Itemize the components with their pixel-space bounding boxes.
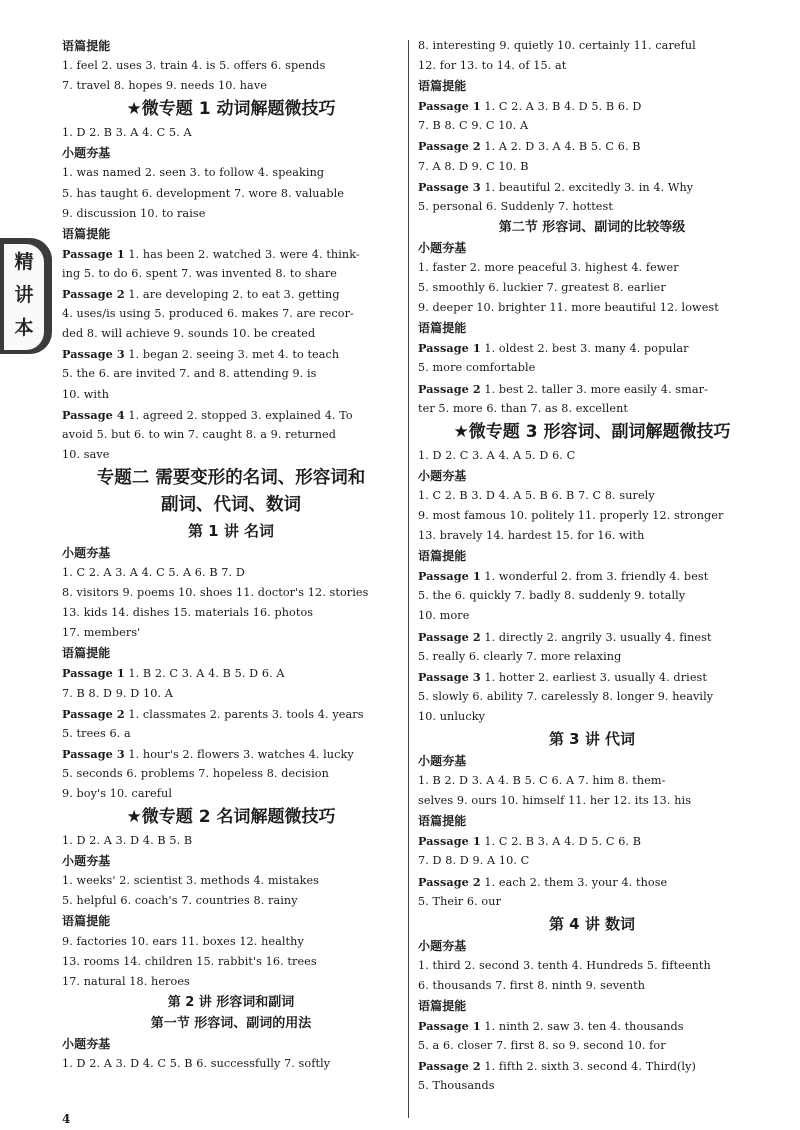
answer-line: 13. kids 14. dishes 15. materials 16. photos [62,606,314,620]
section-heading: 专题二 需要变形的名词、形容词和 [96,467,366,488]
section-heading: ★微专题 3 形容词、副词解题微技巧 [453,421,731,442]
answer-line: 10. more [418,609,470,623]
passage-answer-line [418,177,766,197]
passage-answer-line [418,566,766,586]
answer-line: 17. members' [62,626,141,640]
answer-text: 1. ninth 2. saw 3. ten 4. thousands [480,1020,684,1034]
answer-line: 1. was named 2. seen 3. to follow 4. speaking [62,166,325,180]
answer-line: 1. feel 2. uses 3. train 4. is 5. offers 6. spends [62,59,326,73]
answer-text: 1. classmates 2. parents 3. tools 4. years [124,707,364,721]
passage-label: Passage 2 [418,629,481,644]
passage-label: Passage 1 [62,666,125,681]
answer-line: 5. helpful 6. coach's 7. countries 8. rainy [62,894,298,908]
answer-line: 1. D 2. B 3. A 4. C 5. A [62,126,192,140]
answer-text: 1. A 2. D 3. A 4. B 5. C 6. B [480,140,641,154]
answer-line: 5. Thousands [418,1079,495,1093]
answer-text: 1. hour's 2. flowers 3. watches 4. lucky [124,747,354,761]
answer-line: 5. more comfortable [418,361,536,375]
answer-text: 1. hotter 2. earliest 3. usually 4. driest [480,670,707,684]
passage-label: Passage 1 [418,834,481,849]
answer-text: 1. C 2. B 3. A 4. D 5. C 6. B [480,835,642,849]
side-tab-char: 精 [14,251,34,273]
subsection-label: 语篇提能 [418,549,467,564]
answer-line: 9. boy's 10. careful [62,787,172,800]
answer-text: 1. best 2. taller 3. more easily 4. smar- [480,382,708,396]
answer-text: 1. directly 2. angrily 3. usually 4. finest [480,630,712,644]
subsection-label: 小题夯基 [62,545,111,560]
subsection-label: 语篇提能 [62,914,111,929]
answer-line: 1. faster 2. more peaceful 3. highest 4. fewer [418,260,679,274]
subsection-label: 语篇提能 [418,814,467,829]
passage-answer-line [62,244,400,264]
answer-line: 1. C 2. A 3. A 4. C 5. A 6. B 7. D [62,565,245,579]
subsection-label: 小题夯基 [62,854,111,869]
answer-line: 10. unlucky [418,709,486,723]
answer-line: 5. has taught 6. development 7. wore 8. valuable [62,186,345,200]
passage-answer-line [418,627,766,647]
section-heading: 第 1 讲 名词 [187,521,275,540]
section-heading: ★微专题 2 名词解题微技巧 [126,807,336,828]
answer-line: 4. uses/is using 5. produced 6. makes 7. are recor- [62,307,354,321]
answer-line: 5. the 6. are invited 7. and 8. attending 9. is [62,367,317,381]
passage-answer-line [418,338,766,358]
page-number: 4 [62,1112,71,1126]
subsection-label: 语篇提能 [62,39,111,53]
answer-line: 10. save [62,447,110,461]
passage-label: Passage 4 [62,407,125,422]
answer-line: avoid 5. but 6. to win 7. caught 8. a 9. returned [62,427,336,441]
answer-line: 8. visitors 9. poems 10. shoes 11. doctor's 12. stories [62,586,369,600]
passage-answer-line [418,831,766,851]
side-tab-char: 讲 [14,284,34,306]
section-heading: 第一节 形容词、副词的用法 [150,1015,312,1031]
answer-line: 5. really 6. clearly 7. more relaxing [418,649,622,663]
subsection-label: 小题夯基 [418,754,467,768]
answer-line: 9. deeper 10. brighter 11. more beautiful 12. lowest [418,301,719,315]
answer-line: ded 8. will achieve 9. sounds 10. be created [62,327,316,341]
answer-line: 7. B 8. C 9. C 10. A [418,119,529,133]
passage-label: Passage 2 [418,381,481,396]
subsection-label: 语篇提能 [62,646,111,661]
answer-text: 1. began 2. seeing 3. met 4. to teach [124,348,340,362]
section-heading: 第 3 讲 代词 [548,730,636,748]
passage-answer-line [62,284,400,304]
answer-line: 1. B 2. D 3. A 4. B 5. C 6. A 7. him 8. them- [418,774,666,788]
section-heading: 第 4 讲 数词 [548,914,636,933]
section-heading: ★微专题 1 动词解题微技巧 [126,99,336,120]
side-tab [0,238,52,354]
right-column [418,36,766,1097]
left-column [62,36,400,1074]
answer-line: 7. D 8. D 9. A 10. C [418,854,530,868]
answer-text: 1. fifth 2. sixth 3. second 4. Third(ly) [480,1060,696,1074]
passage-label: Passage 2 [418,874,481,889]
passage-label: Passage 1 [418,569,481,584]
answer-line: 5. slowly 6. ability 7. carelessly 8. longer 9. heavily [418,689,714,703]
answer-line: 9. factories 10. ears 11. boxes 12. healthy [62,934,304,948]
answer-text: 1. B 2. C 3. A 4. B 5. D 6. A [124,667,285,681]
answer-text: 1. C 2. A 3. B 4. D 5. B 6. D [480,100,642,114]
answer-line: 5. trees 6. a [62,726,131,740]
answer-text: 1. wonderful 2. from 3. friendly 4. best [480,570,709,584]
answer-line: 7. A 8. D 9. C 10. B [418,159,529,173]
answer-line: 5. Their 6. our [418,894,502,908]
subsection-label: 语篇提能 [418,999,467,1014]
subsection-label: 语篇提能 [62,226,111,241]
answer-line: ing 5. to do 6. spent 7. was invented 8. to share [62,266,338,280]
passage-label: Passage 2 [62,706,125,721]
answer-line: 13. bravely 14. hardest 15. for 16. with [418,529,645,543]
answer-line: 17. natural 18. heroes [62,974,190,988]
passage-answer-line [62,344,400,364]
passage-answer-line [62,663,400,683]
passage-answer-line [418,872,766,892]
passage-label: Passage 1 [62,246,125,261]
answer-line: 9. most famous 10. politely 11. properly 12. stronger [418,508,724,522]
answer-line: 1. weeks' 2. scientist 3. methods 4. mistakes [62,874,320,888]
answer-line: 6. thousands 7. first 8. ninth 9. seventh [418,978,646,992]
passage-label: Passage 2 [418,1059,481,1074]
answer-line: 7. B 8. D 9. D 10. A [62,686,173,700]
answer-line: 12. for 13. to 14. of 15. at [418,59,567,73]
subsection-label: 小题夯基 [418,240,467,255]
passage-answer-line [418,1056,766,1076]
subsection-label: 小题夯基 [62,146,111,161]
passage-label: Passage 3 [418,179,481,194]
answer-line: 5. the 6. quickly 7. badly 8. suddenly 9. totally [418,589,686,603]
section-heading: 副词、代词、数词 [161,494,301,515]
passage-label: Passage 3 [62,347,125,362]
passage-label: Passage 3 [418,669,481,684]
answer-text: 1. has been 2. watched 3. were 4. think- [124,247,360,261]
section-heading: 第二节 形容词、副词的比较等级 [498,219,686,235]
passage-label: Passage 1 [418,341,481,356]
passage-answer-line [62,704,400,724]
answer-line: 9. discussion 10. to raise [62,206,206,220]
answer-line: 5. seconds 6. problems 7. hopeless 8. decision [62,766,329,780]
answer-line: 5. smoothly 6. luckier 7. greatest 8. earlier [418,281,666,295]
column-divider [408,40,409,1118]
section-heading: 第 2 讲 形容词和副词 [167,994,295,1010]
answer-line: selves 9. ours 10. himself 11. her 12. its 13. his [418,794,692,808]
answer-line: 1. D 2. A 3. D 4. C 5. B 6. successfully 7. softly [62,1056,331,1070]
answer-line: 1. C 2. B 3. D 4. A 5. B 6. B 7. C 8. surely [418,488,655,502]
answer-line: 13. rooms 14. children 15. rabbit's 16. trees [62,954,317,968]
answer-text: 1. oldest 2. best 3. many 4. popular [480,342,689,356]
passage-label: Passage 3 [62,746,125,761]
passage-answer-line [418,667,766,687]
answer-line: 1. D 2. A 3. D 4. B 5. B [62,834,193,848]
passage-answer-line [418,96,766,116]
passage-label: Passage 1 [418,1019,481,1034]
passage-label: Passage 1 [418,99,481,114]
subsection-label: 小题夯基 [62,1036,111,1051]
subsection-label: 语篇提能 [418,321,467,336]
passage-label: Passage 2 [418,139,481,154]
side-tab-label [4,244,44,350]
answer-line: 5. a 6. closer 7. first 8. so 9. second 10. for [418,1039,666,1053]
passage-answer-line [418,1016,766,1036]
subsection-label: 小题夯基 [418,468,467,483]
answer-text: 1. each 2. them 3. your 4. those [480,875,668,889]
answer-line: ter 5. more 6. than 7. as 8. excellent [418,401,629,415]
passage-answer-line [62,405,400,425]
subsection-label: 语篇提能 [418,79,467,94]
passage-answer-line [418,136,766,156]
answer-text: 1. are developing 2. to eat 3. getting [124,288,340,302]
answer-line: 1. D 2. C 3. A 4. A 5. D 6. C [418,448,576,462]
answer-line: 8. interesting 9. quietly 10. certainly 11. careful [418,39,696,52]
passage-label: Passage 2 [62,287,125,302]
answer-text: 1. beautiful 2. excitedly 3. in 4. Why [480,180,694,194]
answer-line: 10. with [62,387,110,401]
passage-answer-line [418,379,766,399]
passage-answer-line [62,744,400,764]
answer-text: 1. agreed 2. stopped 3. explained 4. To [124,408,353,422]
answer-line: 5. personal 6. Suddenly 7. hottest [418,199,613,213]
answer-line: 1. third 2. second 3. tenth 4. Hundreds 5. fifteenth [418,958,711,972]
subsection-label: 小题夯基 [418,938,467,953]
side-tab-char: 本 [14,317,34,339]
answer-line: 7. travel 8. hopes 9. needs 10. have [62,79,267,93]
